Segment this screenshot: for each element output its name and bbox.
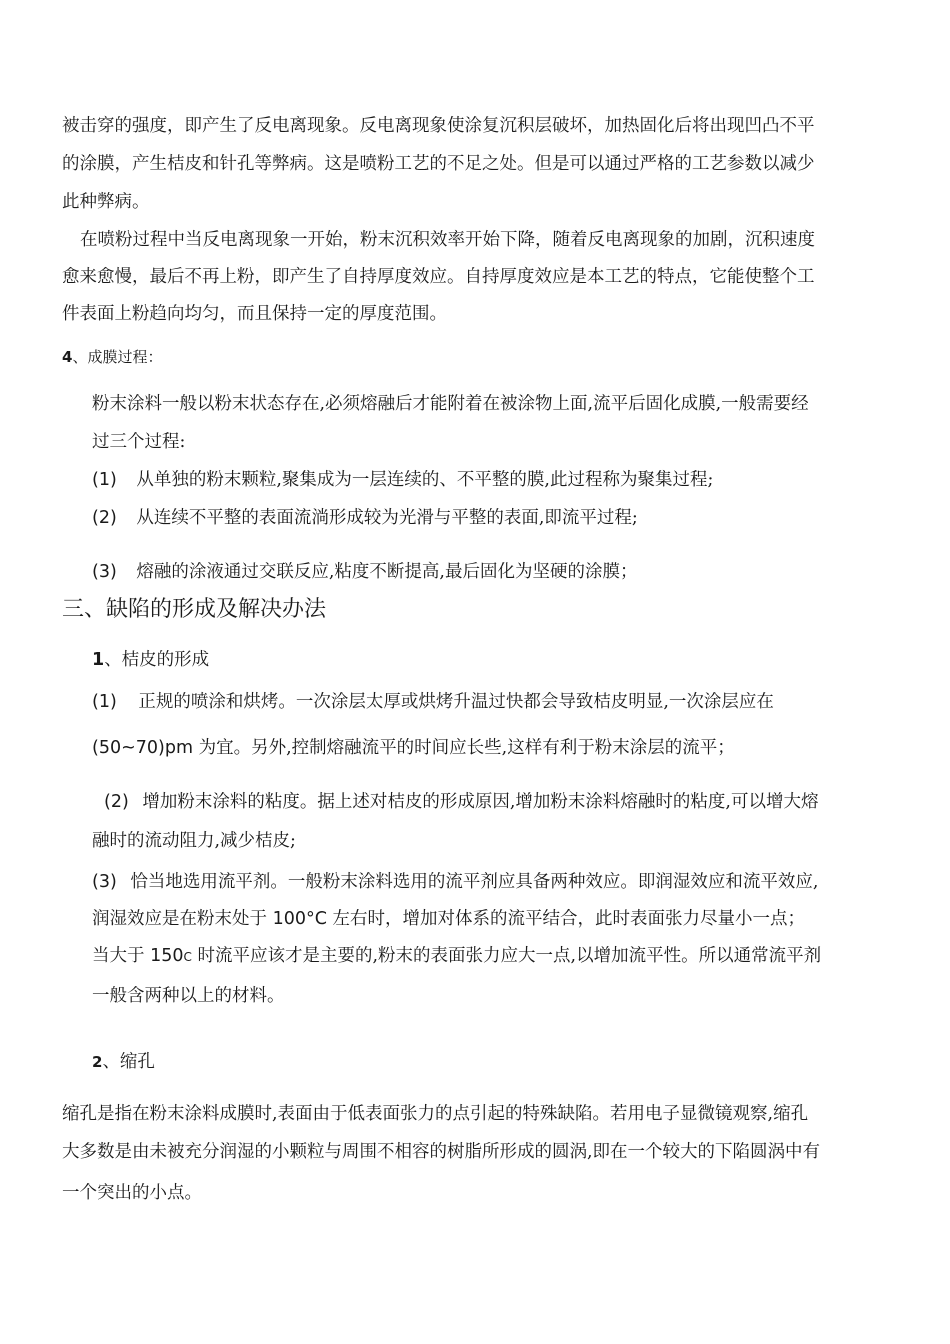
paragraph-line: 愈来愈慢，最后不再上粉，即产生了自持厚度效应。自持厚度效应是本工艺的特点，它能使整个工	[62, 267, 815, 287]
list-number: (2)	[104, 792, 129, 812]
list-number: (3)	[92, 872, 117, 892]
list-item-continuation	[92, 944, 821, 969]
section-number: 2	[92, 1053, 103, 1071]
list-text: 增加粉末涂料的粘度。据上述对桔皮的形成原因,增加粉末涂料熔融时的粘度,可以增大熔	[142, 792, 819, 812]
list-text: 时流平应该才是主要的,粉末的表面张力应大一点,以增加流平性。所以通常流平剂	[197, 946, 822, 966]
paragraph-line: 在喷粉过程中当反电离现象一开始，粉末沉积效率开始下降，随着反电离现象的加剧，沉积速度	[80, 230, 815, 250]
list-number: (2)	[92, 508, 117, 528]
paragraph-line: 大多数是由未被充分润湿的小颗粒与周围不相容的树脂所形成的圆涡,即在一个较大的下陷圆涡中有	[62, 1142, 821, 1162]
section-title: 、缩孔	[102, 1052, 155, 1072]
temperature-unit: C	[183, 950, 192, 964]
temperature-value: 100°C	[272, 909, 327, 929]
section-heading	[62, 345, 162, 369]
list-item	[92, 690, 774, 714]
list-text: 左右时，增加对体系的流平结合，此时表面张力尽量小一点；	[332, 909, 806, 929]
list-text: 当大于	[92, 946, 145, 966]
list-number: (1)	[92, 692, 117, 712]
list-text: 熔融的涂液通过交联反应,粘度不断提高,最后固化为坚硬的涂膜；	[136, 562, 638, 582]
list-item	[92, 468, 713, 492]
paragraph-line: 粉末涂料一般以粉末状态存在,必须熔融后才能附着在被涂物上面,流平后固化成膜,一般需要经	[92, 394, 809, 414]
paragraph-line: 缩孔是指在粉末涂料成膜时,表面由于低表面张力的点引起的特殊缺陷。若用电子显微镜观察,缩孔	[62, 1104, 809, 1124]
list-item	[92, 506, 638, 530]
list-number: (1)	[92, 470, 117, 490]
list-item-continuation: 融时的流动阻力,减少桔皮;	[92, 831, 296, 851]
thickness-range: (50~70)pm	[92, 738, 194, 758]
section-title: 、桔皮的形成	[104, 650, 210, 670]
section-number: 1	[92, 650, 105, 670]
paragraph-line: 的涂膜，产生桔皮和针孔等弊病。这是喷粉工艺的不足之处。但是可以通过严格的工艺参数以减少	[62, 154, 815, 174]
list-item	[104, 790, 819, 814]
temperature-value: 150	[150, 946, 184, 966]
list-text: 为宜。另外,控制熔融流平的时间应长些,这样有利于粉末涂层的流平；	[198, 738, 735, 758]
list-item-continuation: 一般含两种以上的材料。	[92, 986, 285, 1006]
list-number: (3)	[92, 562, 117, 582]
list-text: 恰当地选用流平剂。一般粉末涂料选用的流平剂应具备两种效应。即润湿效应和流平效应,	[130, 872, 819, 892]
paragraph-line: 一个突出的小点。	[62, 1183, 202, 1203]
chapter-heading: 三、缺陷的形成及解决办法	[62, 597, 327, 622]
list-item	[92, 870, 818, 894]
list-text: 正规的喷涂和烘烤。一次涂层太厚或烘烤升温过快都会导致桔皮明显,一次涂层应在	[138, 692, 774, 712]
section-heading	[92, 1050, 155, 1074]
paragraph-line: 被击穿的强度，即产生了反电离现象。反电离现象使涂复沉积层破坏，加热固化后将出现凹凸不平	[62, 116, 815, 136]
list-item-continuation	[92, 736, 735, 760]
section-title: 、成膜过程：	[72, 348, 163, 366]
list-text: 从连续不平整的表面流淌形成较为光滑与平整的表面,即流平过程;	[136, 508, 638, 528]
list-text: 润湿效应是在粉末处于	[92, 909, 267, 929]
paragraph-line: 过三个过程:	[92, 432, 186, 452]
paragraph-line: 此种弊病。	[62, 192, 150, 212]
list-item	[92, 560, 638, 584]
section-number: 4	[62, 348, 73, 366]
list-item-continuation	[92, 907, 805, 931]
section-heading	[92, 648, 209, 672]
list-text: 从单独的粉末颗粒,聚集成为一层连续的、不平整的膜,此过程称为聚集过程;	[136, 470, 714, 490]
paragraph-line: 件表面上粉趋向均匀，而且保持一定的厚度范围。	[62, 304, 447, 324]
